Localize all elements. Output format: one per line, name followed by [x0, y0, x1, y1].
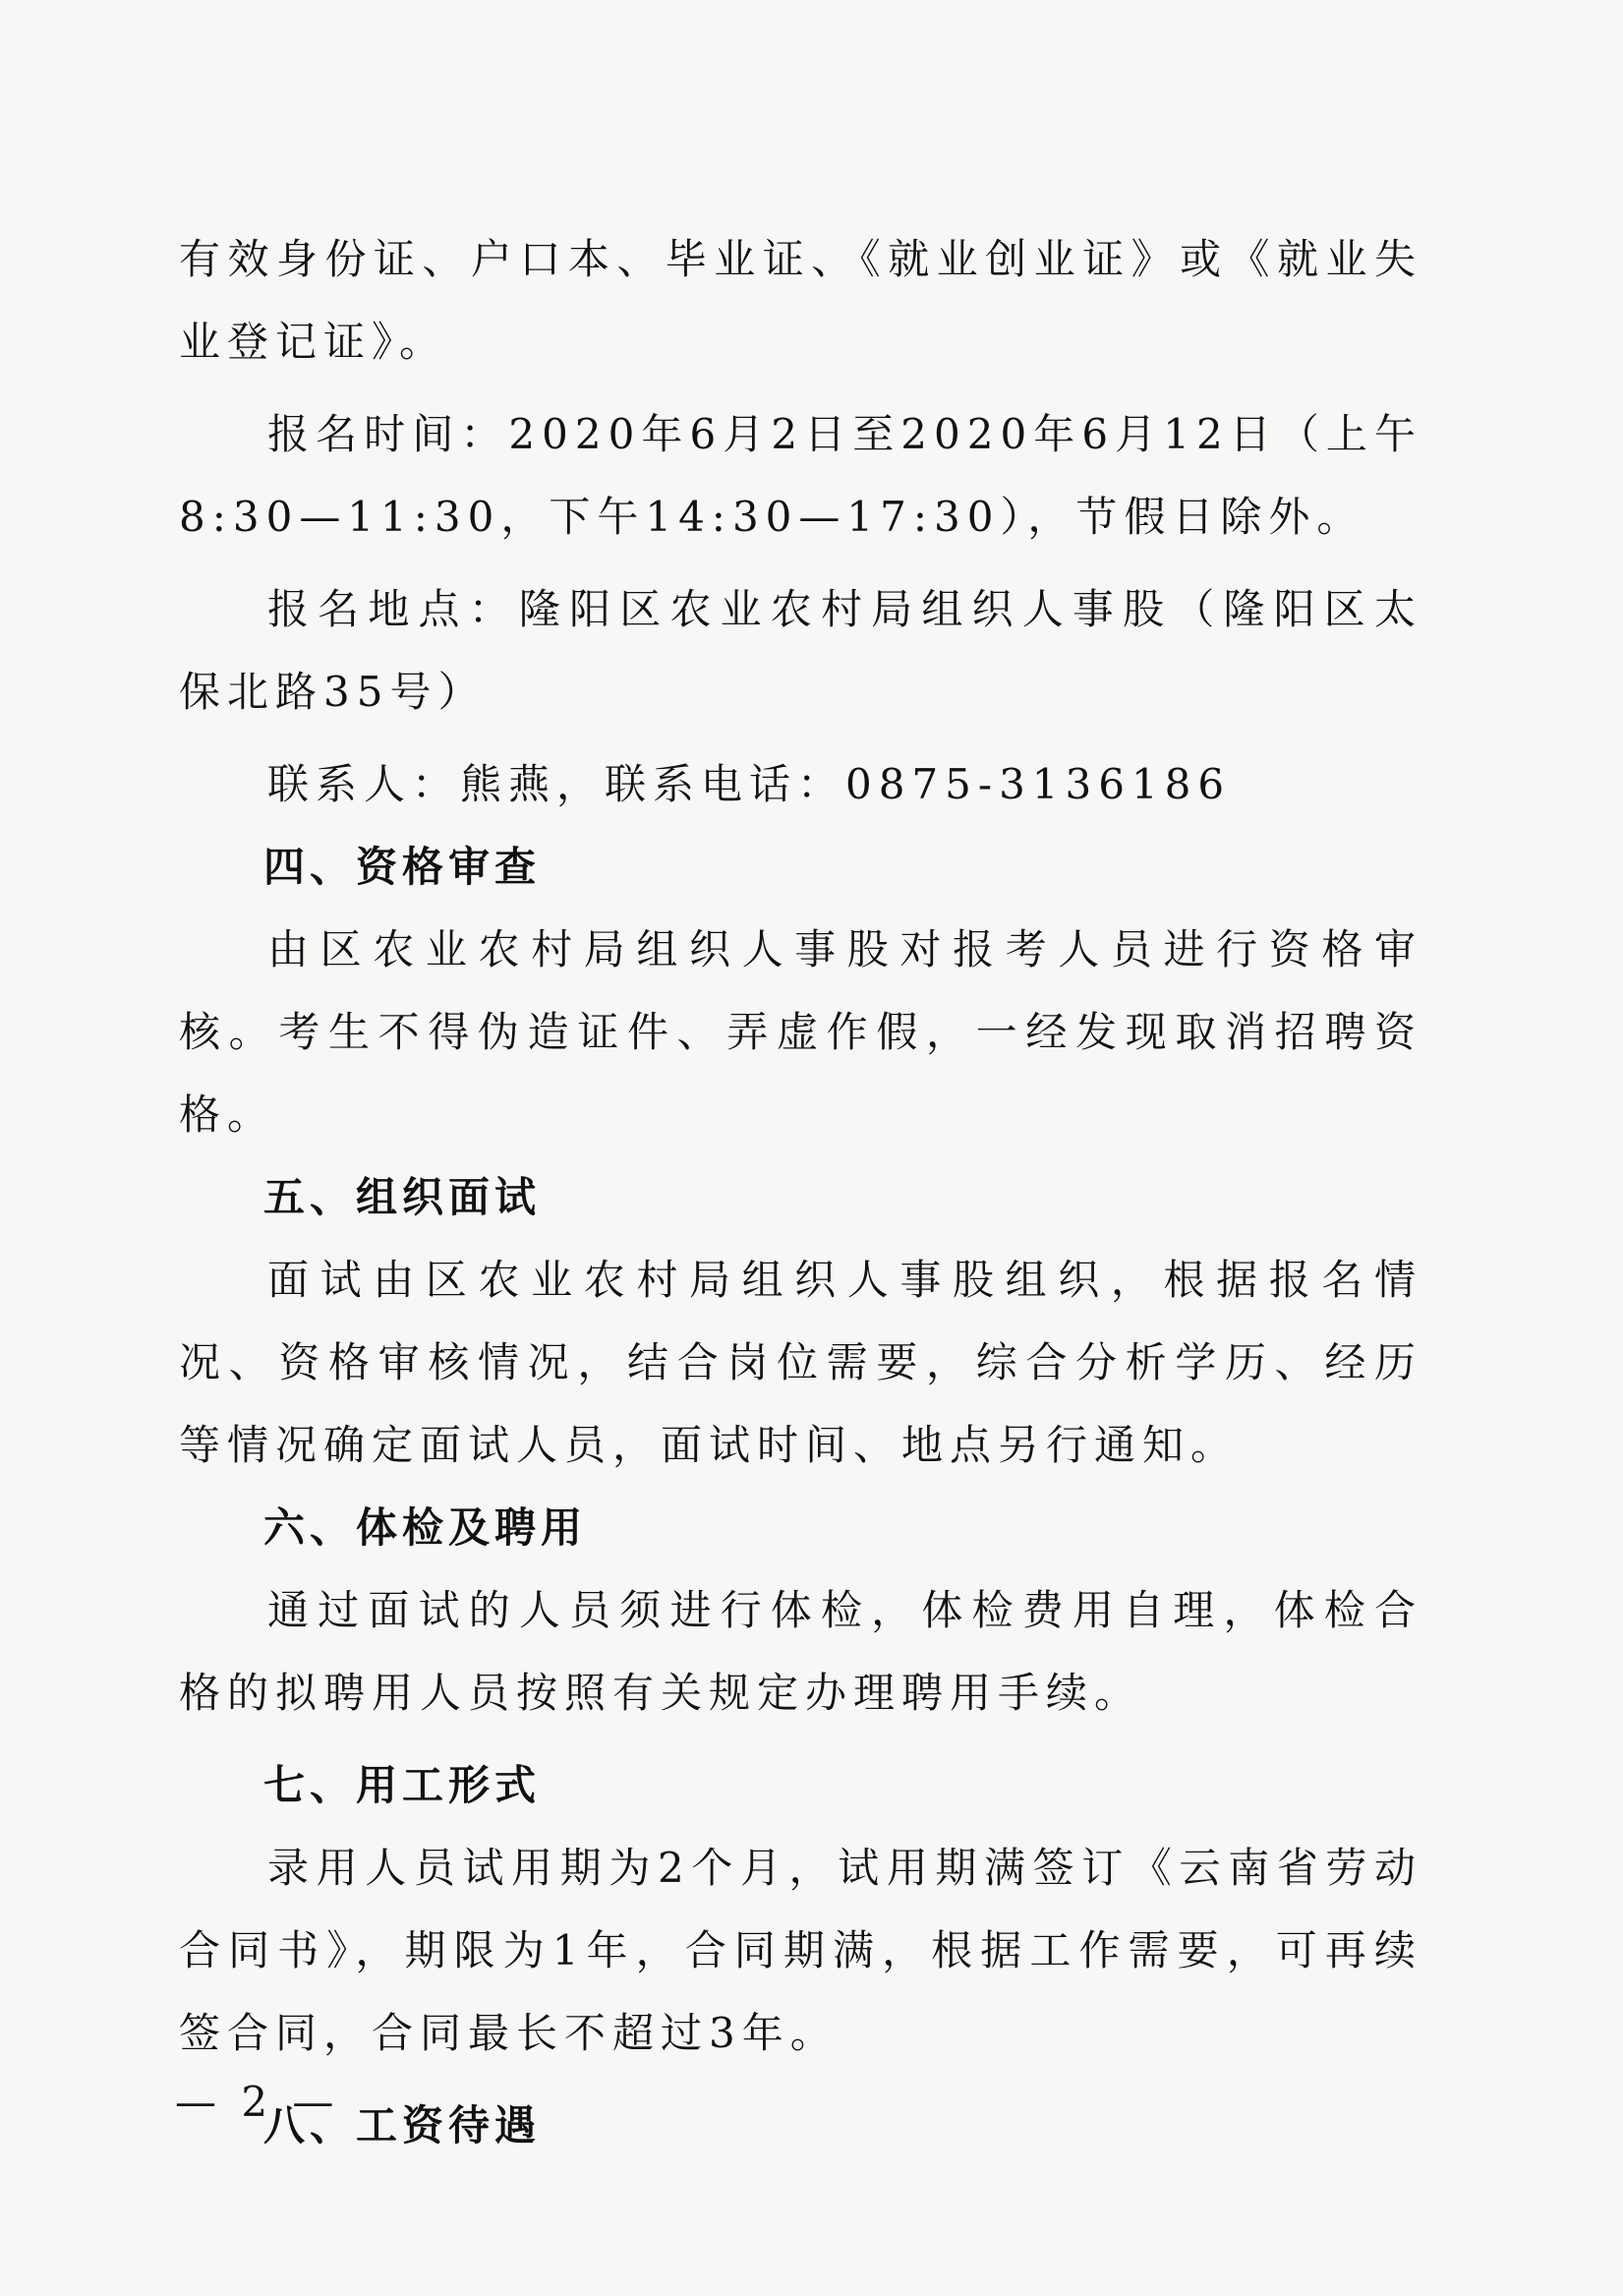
heading-salary: 八、工资待遇 — [263, 2101, 542, 2149]
paragraph-registration-location: 报名地点：隆阳区农业农村局组织人事股（隆阳区太保北路35号） — [179, 585, 1422, 716]
paragraph-registration-time: 报名时间：2020年6月2日至2020年6月12日（上午8:30—11:30，下午14:30—17:30），节假日除外。 — [179, 410, 1422, 541]
document-body — [179, 218, 1422, 2167]
paragraph-medical-exam: 通过面试的人员须进行体检，体检费用自理，体检合格的拟聘用人员按照有关规定办理聘用手续。 — [179, 1586, 1422, 1717]
heading-qualification-review: 四、资格审查 — [263, 843, 542, 891]
heading-interview: 五、组织面试 — [263, 1173, 542, 1221]
paragraph-employment-form: 录用人员试用期为2个月，试用期满签订《云南省劳动合同书》，期限为1年，合同期满，根据工作需要，可再续签合同，合同最长不超过3年。 — [179, 1844, 1422, 2057]
paragraph-contact: 联系人：熊燕，联系电话：0875-3136186 — [267, 760, 1232, 808]
heading-medical-exam: 六、体检及聘用 — [263, 1503, 588, 1552]
page-number: — 2 — — [175, 2078, 340, 2126]
paragraph-interview: 面试由区农业农村局组织人事股组织，根据报名情况、资格审核情况，结合岗位需要，综合分析学历、经历等情况确定面试人员，面试时间、地点另行通知。 — [179, 1256, 1422, 1469]
heading-employment-form: 七、用工形式 — [263, 1761, 542, 1809]
paragraph-id-documents: 有效身份证、户口本、毕业证、《就业创业证》或《就业失业登记证》。 — [179, 235, 1422, 366]
paragraph-qualification-review: 由区农业农村局组织人事股对报考人员进行资格审核。考生不得伪造证件、弄虚作假，一经发现取消招聘资格。 — [179, 925, 1422, 1139]
